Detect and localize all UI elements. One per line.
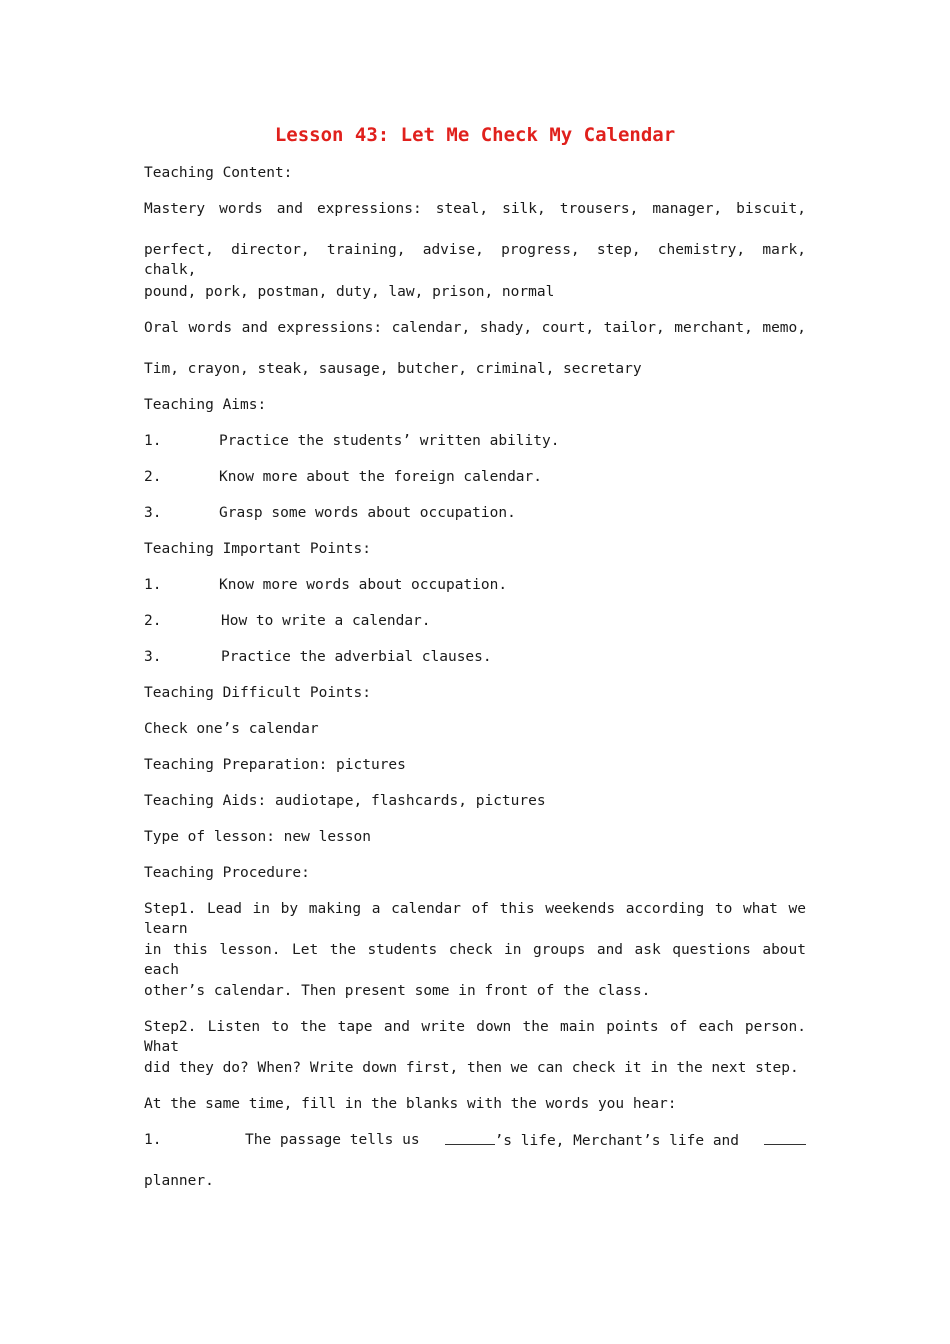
exercise-sentence xyxy=(245,1130,806,1151)
aim-number: 2. xyxy=(144,469,162,485)
important-points-heading: Teaching Important Points: xyxy=(144,541,371,557)
important-point-number: 1. xyxy=(144,577,162,593)
aim-number: 3. xyxy=(144,505,162,521)
step2-line-2: did they do? When? Write down first, then we can check it in the next step. xyxy=(144,1060,799,1076)
answer-blank-2[interactable] xyxy=(764,1130,806,1145)
important-point-text: Practice the adverbial clauses. xyxy=(221,649,492,665)
exercise-text-part-3: planner. xyxy=(144,1173,214,1189)
teaching-aids: Teaching Aids: audiotape, flashcards, pictures xyxy=(144,793,546,809)
important-point-number: 3. xyxy=(144,649,162,665)
lesson-title: Lesson 43: Let Me Check My Calendar xyxy=(274,124,676,146)
teaching-content-heading: Teaching Content: xyxy=(144,165,293,181)
difficult-points-heading: Teaching Difficult Points: xyxy=(144,685,371,701)
exercise-text-part-2: ’s life, Merchant’s life and xyxy=(494,1133,740,1149)
aim-number: 1. xyxy=(144,433,162,449)
aim-text: Practice the students’ written ability. xyxy=(219,433,560,449)
exercise-number: 1. xyxy=(144,1132,162,1148)
teaching-aims-heading: Teaching Aims: xyxy=(144,397,267,413)
oral-words-line-1: Oral words and expressions: calendar, shady, court, tailor, merchant, memo, xyxy=(144,320,806,336)
step2-line-3: At the same time, fill in the blanks with the words you hear: xyxy=(144,1096,677,1112)
teaching-preparation: Teaching Preparation: pictures xyxy=(144,757,406,773)
aim-text: Know more about the foreign calendar. xyxy=(219,469,543,485)
step1-line-2: in this lesson. Let the students check in groups and ask questions about each xyxy=(144,942,806,978)
important-point-number: 2. xyxy=(144,613,162,629)
exercise-text-part-1: The passage tells us xyxy=(245,1132,420,1148)
mastery-words-line-3: pound, pork, postman, duty, law, prison, normal xyxy=(144,284,555,300)
difficult-points-text: Check one’s calendar xyxy=(144,721,319,737)
step1-line-3: other’s calendar. Then present some in front of the class. xyxy=(144,983,651,999)
aim-text: Grasp some words about occupation. xyxy=(219,505,516,521)
important-point-text: Know more words about occupation. xyxy=(219,577,508,593)
step1-line-1: Step1. Lead in by making a calendar of this weekends according to what we learn xyxy=(144,901,806,937)
teaching-procedure-heading: Teaching Procedure: xyxy=(144,865,310,881)
step2-line-1: Step2. Listen to the tape and write down the main points of each person. What xyxy=(144,1019,806,1055)
mastery-words-line-2: perfect, director, training, advise, progress, step, chemistry, mark, chalk, xyxy=(144,242,806,278)
mastery-words-line-1: Mastery words and expressions: steal, silk, trousers, manager, biscuit, xyxy=(144,201,806,217)
important-point-text: How to write a calendar. xyxy=(221,613,431,629)
lesson-type: Type of lesson: new lesson xyxy=(144,829,371,845)
oral-words-line-2: Tim, crayon, steak, sausage, butcher, criminal, secretary xyxy=(144,361,642,377)
answer-blank-1[interactable] xyxy=(445,1130,495,1145)
